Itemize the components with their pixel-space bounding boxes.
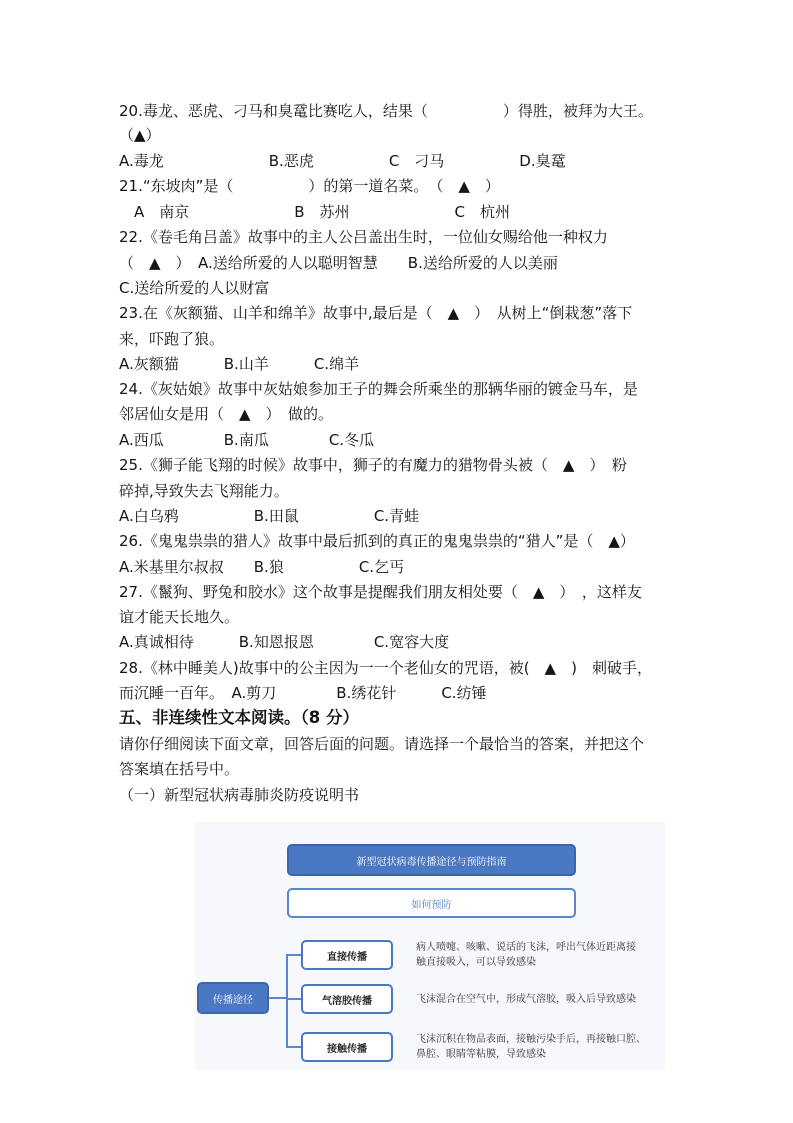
instructions-line-1: 请你仔细阅读下面文章，回答后面的问题。请选择一个最恰当的答案，并把这个 bbox=[119, 735, 645, 753]
question-23-options: A.灰额猫 B.山羊 C.绵羊 bbox=[119, 355, 360, 373]
prevention-box: 如何预防 bbox=[287, 888, 576, 918]
question-25-line-2: 碎掉,导致失去飞翔能力。 bbox=[119, 482, 289, 500]
transmission-route-box: 传播途径 bbox=[197, 982, 269, 1014]
connector-line bbox=[286, 954, 301, 956]
question-27-line-2: 谊才能天长地久。 bbox=[119, 608, 240, 626]
description-line: 触直接吸入，可以导致感染 bbox=[416, 957, 536, 968]
connector-line bbox=[269, 997, 287, 999]
question-21-line-1: 21.“东坡肉”是（ ）的第一道名菜。 （ ▲ ） bbox=[119, 177, 500, 195]
question-22-line-3: C.送给所爱的人以财富 bbox=[119, 279, 270, 297]
contact-transmission-box: 接触传播 bbox=[301, 1032, 393, 1062]
question-25-options: A.白乌鸦 B.田鼠 C.青蛙 bbox=[119, 507, 420, 525]
instructions-line-2: 答案填在括号中。 bbox=[119, 760, 240, 778]
question-27-options: A.真诚相待 B.知恩报恩 C.宽容大度 bbox=[119, 633, 450, 651]
question-25-line-1: 25.《狮子能飞翔的时候》故事中，狮子的有魔力的猎物骨头被（ ▲ ） 粉 bbox=[119, 456, 627, 474]
question-24-line-2: 邻居仙女是用（ ▲ ） 做的。 bbox=[119, 405, 334, 423]
aerosol-transmission-box: 气溶胶传播 bbox=[301, 984, 393, 1014]
question-20-line-2: （▲） bbox=[119, 126, 161, 144]
question-23-line-1: 23.在《灰额猫、山羊和绵羊》故事中,最后是（ ▲ ） 从树上“倒栽葱”落下 bbox=[119, 304, 633, 322]
connector-line bbox=[286, 954, 288, 1048]
question-24-options: A.西瓜 B.南瓜 C.冬瓜 bbox=[119, 431, 375, 449]
question-28-line-1: 28.《林中睡美人)故事中的公主因为一一个老仙女的咒语，被( ▲ ) 刺破手， bbox=[119, 659, 652, 677]
transmission-diagram bbox=[195, 822, 665, 1070]
question-24-line-1: 24.《灰姑娘》故事中灰姑娘参加王子的舞会所乘坐的那辆华丽的镀金马车，是 bbox=[119, 380, 638, 398]
question-28-line-2: 而沉睡一百年。 A.剪刀 B.绣花针 C.纺锤 bbox=[119, 684, 487, 702]
direct-transmission-description bbox=[416, 940, 636, 970]
section-5-heading: 五、非连续性文本阅读。（8 分） bbox=[119, 708, 359, 727]
question-27-line-1: 27.《鬣狗、野兔和胶水》这个故事是提醒我们朋友相处要（ ▲ ） ，这样友 bbox=[119, 583, 642, 601]
question-23-line-2: 来，吓跑了狼。 bbox=[119, 330, 225, 348]
direct-transmission-box: 直接传播 bbox=[301, 940, 393, 970]
contact-transmission-description bbox=[416, 1032, 646, 1062]
aerosol-transmission-description bbox=[416, 992, 636, 1007]
question-20-options: A.毒龙 B.恶虎 C 刁马 D.臭鼋 bbox=[119, 152, 566, 170]
description-line: 飞沫沉积在物品表面，接触污染手后，再接触口腔、 bbox=[416, 1034, 646, 1045]
question-26-line-1: 26.《鬼鬼祟祟的猎人》故事中最后抓到的真正的鬼鬼祟祟的“猎人”是（ ▲） bbox=[119, 532, 635, 550]
description-line: 飞沫混合在空气中，形成气溶胶，吸入后导致感染 bbox=[416, 994, 636, 1005]
description-line: 病人喷嚏、咳嗽、说话的飞沫，呼出气体近距离接 bbox=[416, 942, 636, 953]
question-22-line-1: 22.《卷毛角吕盖》故事中的主人公吕盖出生时，一位仙女赐给他一种权力 bbox=[119, 228, 608, 246]
description-line: 鼻腔、眼睛等粘膜，导致感染 bbox=[416, 1049, 546, 1060]
question-21-options: A 南京 B 苏州 C 杭州 bbox=[119, 203, 511, 221]
subsection-title: （一）新型冠状病毒肺炎防疫说明书 bbox=[119, 786, 360, 804]
question-26-options: A.米基里尔叔叔 B.狼 C.乞丐 bbox=[119, 558, 405, 576]
question-22-line-2: （ ▲ ） A.送给所爱的人以聪明智慧 B.送给所爱的人以美丽 bbox=[119, 254, 558, 272]
question-20-line-1: 20.毒龙、恶虎、刁马和臭鼋比赛吃人，结果（ ）得胜，被拜为大王。 bbox=[119, 102, 653, 120]
diagram-title-box: 新型冠状病毒传播途径与预防指南 bbox=[287, 844, 576, 876]
connector-line bbox=[286, 1046, 301, 1048]
connector-line bbox=[286, 998, 301, 1000]
